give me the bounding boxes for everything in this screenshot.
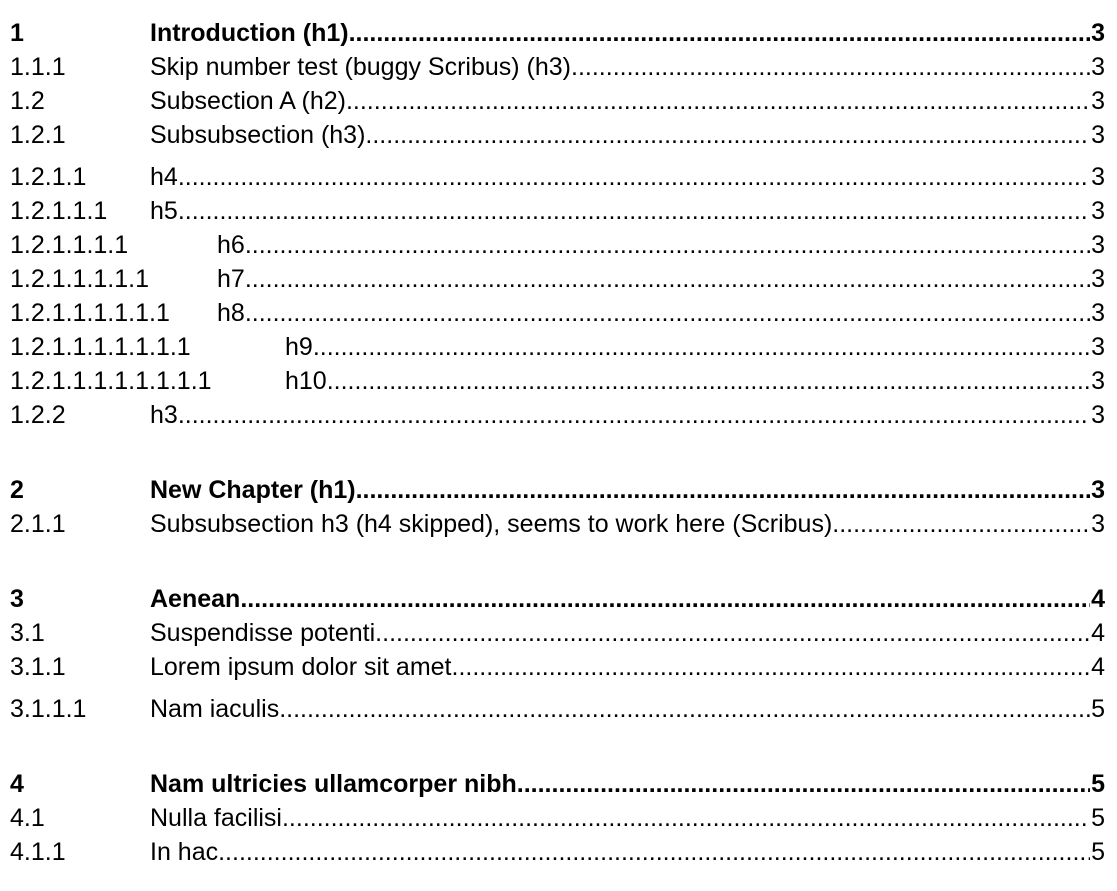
toc-entry-page: 3 xyxy=(1091,510,1105,538)
toc-entry[interactable] xyxy=(10,801,1105,835)
toc-entry-title: h3 xyxy=(150,401,178,429)
toc-entry-page: 3 xyxy=(1091,265,1105,293)
toc-entry-number: 3.1.1.1 xyxy=(10,695,87,723)
toc-entry-title: h9 xyxy=(285,333,313,361)
toc-entry-title: Subsubsection h3 (h4 skipped), seems to work here (Scribus) xyxy=(150,510,833,538)
toc-entry-number: 1.2 xyxy=(10,87,45,115)
toc-entry[interactable] xyxy=(10,650,1105,684)
toc-entry-title: In hac xyxy=(150,838,219,866)
toc-entry-number: 1.2.1 xyxy=(10,121,66,149)
toc-entry-title: h6 xyxy=(217,231,245,259)
toc-entry-number: 1.2.1.1.1.1.1.1.1.1 xyxy=(10,367,212,395)
toc-entry-page: 4 xyxy=(1091,585,1105,613)
dot-leader xyxy=(245,296,1090,330)
toc-entry[interactable] xyxy=(10,262,1105,296)
toc-entry-page: 5 xyxy=(1091,838,1105,866)
toc-entry-page: 3 xyxy=(1091,476,1105,504)
dot-leader xyxy=(571,50,1090,84)
toc-entry-number: 3 xyxy=(10,585,24,613)
toc-entry-number: 1.2.1.1.1.1.1.1 xyxy=(10,299,170,327)
toc-entry-page: 3 xyxy=(1091,87,1105,115)
toc-entry-title: Subsection A (h2) xyxy=(150,87,346,115)
toc-entry-number: 3.1 xyxy=(10,619,45,647)
toc-entry-title: h10 xyxy=(285,367,327,395)
toc-entry[interactable] xyxy=(10,160,1105,194)
dot-leader xyxy=(452,650,1091,684)
dot-leader xyxy=(832,507,1090,541)
dot-leader xyxy=(178,398,1090,432)
toc-entry-title: Introduction (h1) xyxy=(150,19,349,47)
dot-leader xyxy=(346,84,1090,118)
dot-leader xyxy=(282,801,1090,835)
toc-entry-page: 5 xyxy=(1091,804,1105,832)
toc-entry-number: 1.2.1.1.1.1.1 xyxy=(10,265,150,293)
toc-entry[interactable] xyxy=(10,616,1105,650)
toc-entry-title: Nam iaculis xyxy=(150,695,280,723)
toc-entry[interactable] xyxy=(10,767,1105,801)
dot-leader xyxy=(356,473,1091,507)
toc-entry-title: Skip number test (buggy Scribus) (h3) xyxy=(150,53,572,81)
toc-entry-title: New Chapter (h1) xyxy=(150,476,356,504)
dot-leader xyxy=(349,16,1091,50)
dot-leader xyxy=(178,160,1090,194)
toc-entry-title: Lorem ipsum dolor sit amet xyxy=(150,653,452,681)
toc-entry-page: 3 xyxy=(1091,333,1105,361)
toc-entry-number: 4.1.1 xyxy=(10,838,66,866)
toc-entry-number: 3.1.1 xyxy=(10,653,66,681)
toc-entry[interactable] xyxy=(10,194,1105,228)
toc-entry[interactable] xyxy=(10,296,1105,330)
toc-entry[interactable] xyxy=(10,50,1105,84)
toc-entry-title: h8 xyxy=(217,299,245,327)
toc-entry[interactable] xyxy=(10,507,1105,541)
toc-entry-title: Aenean xyxy=(150,585,241,613)
toc-entry-page: 3 xyxy=(1091,299,1105,327)
toc-entry[interactable] xyxy=(10,84,1105,118)
toc-entry-page: 3 xyxy=(1091,401,1105,429)
dot-leader xyxy=(240,582,1090,616)
toc-entry-title: Suspendisse potenti xyxy=(150,619,376,647)
toc-entry-page: 3 xyxy=(1091,163,1105,191)
toc-entry[interactable] xyxy=(10,835,1105,869)
toc-entry-number: 1.2.1.1.1.1.1.1.1 xyxy=(10,333,191,361)
dot-leader xyxy=(365,118,1090,152)
toc-entry-page: 3 xyxy=(1091,197,1105,225)
toc-entry-number: 1.2.1.1.1 xyxy=(10,197,108,225)
toc-entry-number: 4 xyxy=(10,770,24,798)
dot-leader xyxy=(517,767,1090,801)
dot-leader xyxy=(313,330,1090,364)
toc-entry[interactable] xyxy=(10,228,1105,262)
dot-leader xyxy=(245,262,1090,296)
toc-entry-number: 1.2.2 xyxy=(10,401,66,429)
toc-entry-page: 4 xyxy=(1091,619,1105,647)
toc-entry-page: 3 xyxy=(1091,231,1105,259)
toc-entry-page: 5 xyxy=(1091,695,1105,723)
toc-entry[interactable] xyxy=(10,398,1105,432)
toc-entry-title: h7 xyxy=(217,265,245,293)
toc-entry-number: 1.2.1.1.1.1 xyxy=(10,231,129,259)
toc-entry-number: 1.2.1.1 xyxy=(10,163,87,191)
toc-entry[interactable] xyxy=(10,118,1105,152)
dot-leader xyxy=(327,364,1090,398)
toc-entry-page: 3 xyxy=(1091,53,1105,81)
toc-entry-number: 2.1.1 xyxy=(10,510,66,538)
toc-entry-page: 4 xyxy=(1091,653,1105,681)
toc-entry-number: 1.1.1 xyxy=(10,53,66,81)
toc-entry[interactable] xyxy=(10,364,1105,398)
toc-entry-number: 1 xyxy=(10,19,24,47)
toc-entry[interactable] xyxy=(10,692,1105,726)
toc-entry-title: Subsubsection (h3) xyxy=(150,121,366,149)
dot-leader xyxy=(178,194,1090,228)
toc-entry-title: Nulla facilisi xyxy=(150,804,282,832)
toc-entry-page: 3 xyxy=(1091,367,1105,395)
toc-entry-page: 3 xyxy=(1091,19,1105,47)
toc-entry-page: 3 xyxy=(1091,121,1105,149)
toc-entry[interactable] xyxy=(10,330,1105,364)
toc-entry-title: h5 xyxy=(150,197,178,225)
dot-leader xyxy=(218,835,1090,869)
toc-entry-number: 4.1 xyxy=(10,804,45,832)
toc-entry-page: 5 xyxy=(1091,770,1105,798)
toc-entry[interactable] xyxy=(10,473,1105,507)
dot-leader xyxy=(279,692,1090,726)
toc-entry-title: Nam ultricies ullamcorper nibh xyxy=(150,770,517,798)
toc-entry-title: h4 xyxy=(150,163,178,191)
dot-leader xyxy=(375,616,1090,650)
toc-entry-number: 2 xyxy=(10,476,24,504)
toc-entry[interactable] xyxy=(10,582,1105,616)
dot-leader xyxy=(245,228,1090,262)
toc-entry[interactable] xyxy=(10,16,1105,50)
